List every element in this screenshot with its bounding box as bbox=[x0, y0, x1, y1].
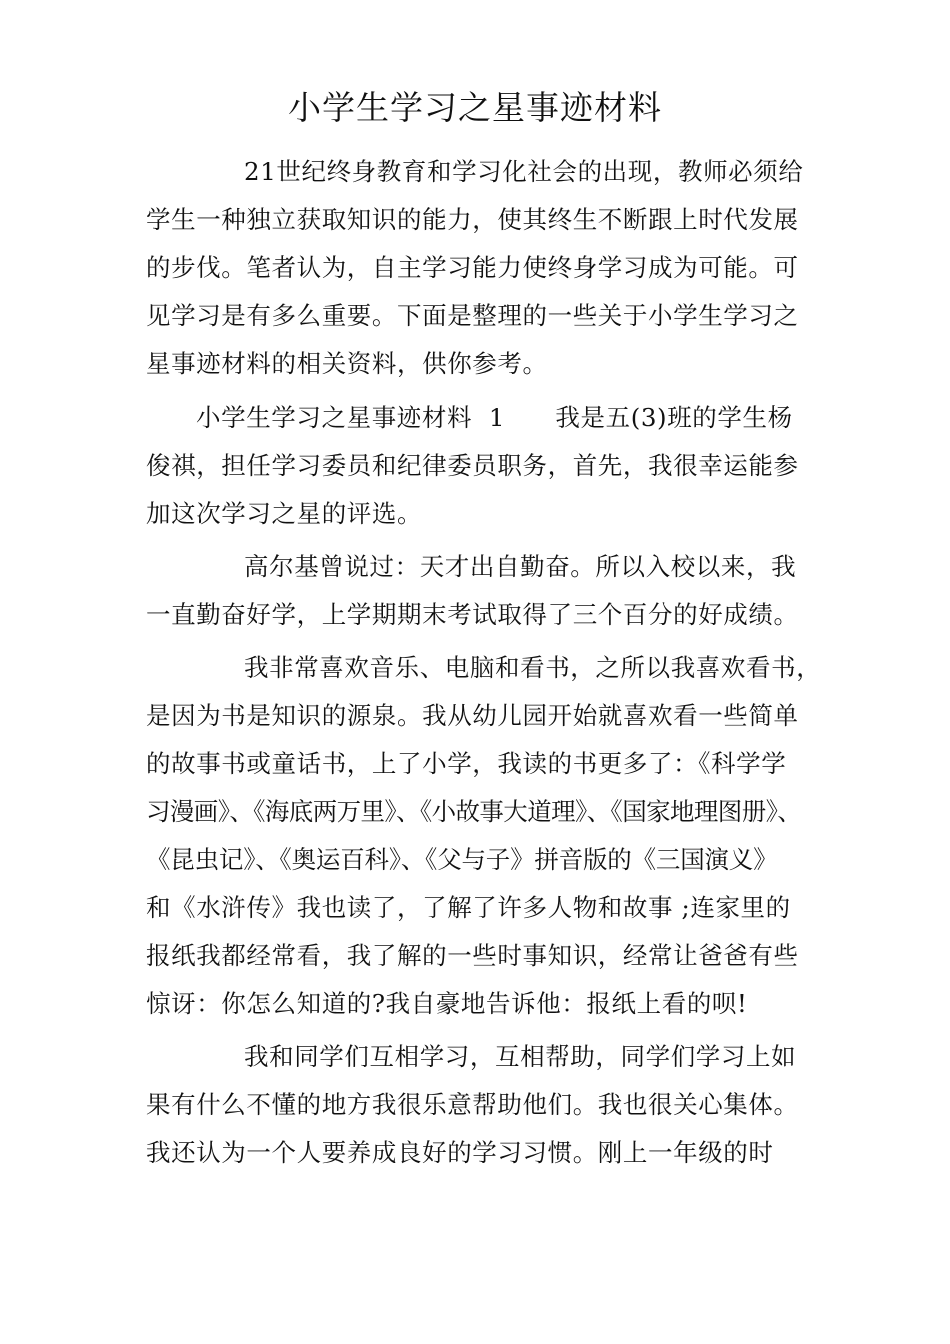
paragraph-line: 《昆虫记》、《奥运百科》、《父与子》拼音版的《三国演义》 bbox=[146, 845, 778, 874]
paragraph-line: 我非常喜欢音乐、电脑和看书，之所以我喜欢看书， bbox=[244, 653, 822, 682]
paragraph-line: 加这次学习之星的评选。 bbox=[146, 499, 423, 528]
paragraph-line: 一直勤奋好学，上学期期末考试取得了三个百分的好成绩。 bbox=[146, 600, 799, 629]
section-heading-line: 小学生学习之星事迹材料 1 我是五(3)班的学生杨 bbox=[196, 403, 793, 432]
paragraph-line: 是因为书是知识的源泉。我从幼儿园开始就喜欢看一些简单 bbox=[146, 701, 799, 730]
paragraph-line: 习漫画》、《海底两万里》、《小故事大道理》、《国家地理图册》、 bbox=[146, 797, 802, 826]
paragraph-line: 俊祺，担任学习委员和纪律委员职务，首先，我很幸运能参 bbox=[146, 451, 799, 480]
paragraph-line: 果有什么不懂的地方我很乐意帮助他们。我也很关心集体。 bbox=[146, 1090, 799, 1119]
paragraph-line: 学生一种独立获取知识的能力，使其终生不断跟上时代发展 bbox=[146, 205, 799, 234]
paragraph-line: 报纸我都经常看，我了解的一些时事知识，经常让爸爸有些 bbox=[146, 941, 799, 970]
paragraph-line: 的故事书或童话书，上了小学，我读的书更多了：《科学学 bbox=[146, 749, 787, 778]
document-title: 小学生学习之星事迹材料 bbox=[288, 88, 662, 127]
paragraph-line: 的步伐。笔者认为，自主学习能力使终身学习成为可能。可 bbox=[146, 253, 799, 282]
paragraph-line: 和《水浒传》我也读了，了解了许多人物和故事 ;连家里的 bbox=[146, 893, 791, 922]
paragraph-line: 我和同学们互相学习，互相帮助，同学们学习上如 bbox=[244, 1042, 797, 1071]
paragraph-line: 星事迹材料的相关资料，供你参考。 bbox=[146, 349, 548, 378]
paragraph-line: 惊讶：你怎么知道的?我自豪地告诉他：报纸上看的呗! bbox=[146, 989, 748, 1018]
paragraph-line: 我还认为一个人要养成良好的学习习惯。刚上一年级的时 bbox=[146, 1138, 774, 1167]
paragraph-line: 高尔基曾说过：天才出自勤奋。所以入校以来，我 bbox=[244, 552, 797, 581]
paragraph-line: 见学习是有多么重要。下面是整理的一些关于小学生学习之 bbox=[146, 301, 799, 330]
paragraph-line: 21世纪终身教育和学习化社会的出现，教师必须给 bbox=[244, 157, 804, 186]
